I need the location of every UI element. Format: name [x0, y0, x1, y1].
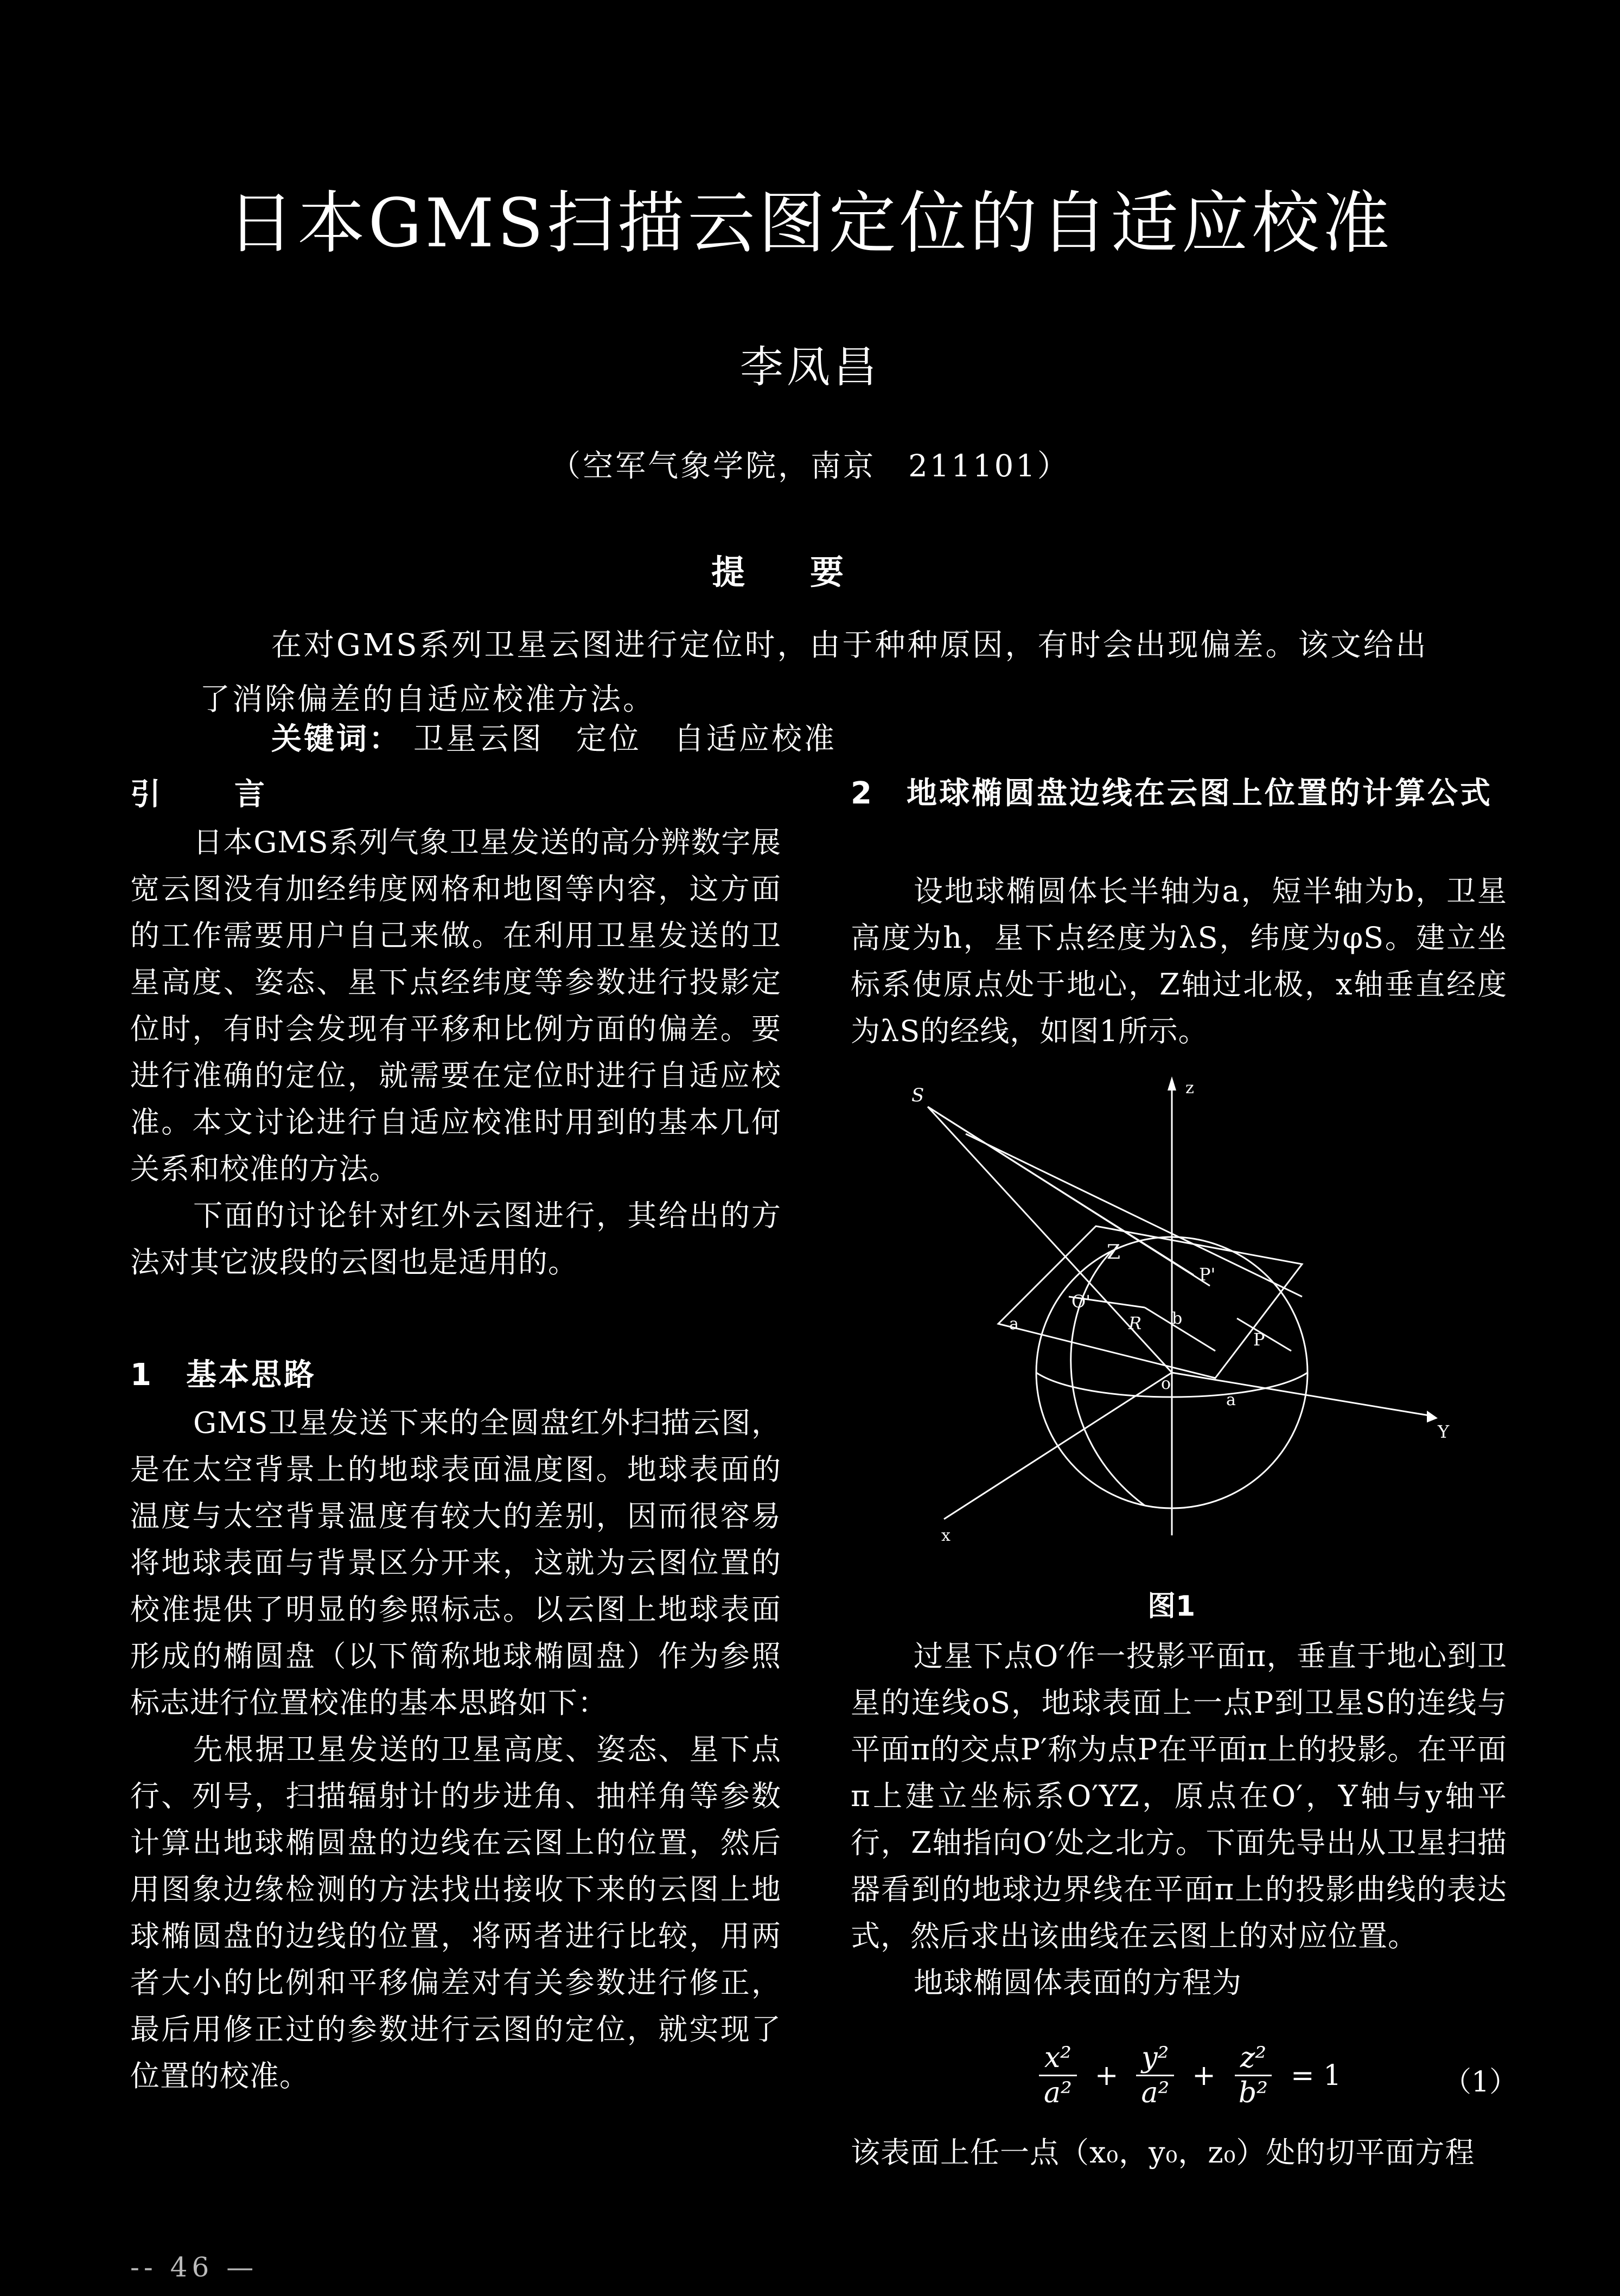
section-2-heading: 2 地球椭圆盘边线在云图上位置的计算公式 [851, 776, 1493, 811]
section-2-tail [851, 2129, 1507, 2176]
page-number: -- 46 — [130, 2252, 258, 2283]
label-x: x [941, 1526, 951, 1545]
equation-number: （1） [1443, 2066, 1518, 2099]
abstract-text: 在对GMS系列卫星云图进行定位时，由于种种原因，有时会出现偏差。该文给出了消除偏差的自适应校准方法。 [200, 628, 1428, 717]
figure-1-diagram [890, 1069, 1497, 1546]
label-Z: Z [1107, 1241, 1121, 1264]
section-1-paragraph-2: 先根据卫星发送的卫星高度、姿态、星下点行、列号，扫描辐射计的步进角、抽样角等参数计算出地球椭圆盘的边线在云图上的位置，然后用图象边缘检测的方法找出接收下来的云图上地球椭圆盘的边线的位置，将两者进行比较，用两者大小的比例和平移偏差对有关参数进行修正，最后用修正过的参数进行云图的定位，就实现了位置的校准。 [130, 1732, 781, 2093]
section-2-paragraph-2: 过星下点O′作一投影平面π，垂直于地心到卫星的连线oS，地球表面上一点P到卫星S的连线与平面π的交点P′称为点P在平面π上的投影。在平面π上建立坐标系O′YZ，原点在O′，Y轴与y轴平行，Z轴指向O′处之北方。下面先导出从卫星扫描器看到的地球边界线在平面π上的投影曲线的表达式，然后求出该曲线在云图上的对应位置。 [851, 1639, 1507, 1953]
section-1-text [130, 1400, 781, 2100]
label-z: z [1185, 1079, 1194, 1098]
term-y: $\frac{\text{y²}}{\text{a²}}$ [1136, 2041, 1175, 2110]
intro-paragraph-2: 下面的讨论针对红外云图进行，其给出的方法对其它波段的云图也是适用的。 [130, 1198, 781, 1279]
intro-paragraph-1: 日本GMS系列气象卫星发送的高分辨数字展宽云图没有加经纬度网格和地图等内容，这方面的工作需要用户自己来做。在利用卫星发送的卫星高度、姿态、星下点经纬度等参数进行投影定位时，有时会发现有平移和比例方面的偏差。要进行准确的定位，就需要在定位时进行自适应校准。本文讨论进行自适应校准时用到的基本几何关系和校准的方法。 [130, 825, 781, 1186]
term-x: $\frac{\text{x²}}{\text{a²}}$ [1038, 2041, 1077, 2110]
keywords-list: 卫星云图 定位 自适应校准 [413, 722, 837, 757]
section-2-paragraph-1: 设地球椭圆体长半轴为a，短半轴为b，卫星高度为h，星下点经度为λS，纬度为φS。建立坐标系使原点处于地心，Z轴过北极，x轴垂直经度为λS的经线，如图1所示。 [851, 874, 1507, 1048]
intro-text [130, 819, 781, 1286]
keywords-label: 关键词： [271, 722, 401, 757]
section-1-paragraph-1: GMS卫星发送下来的全圆盘红外扫描云图，是在太空背景上的地球表面温度图。地球表面的温度与太空背景温度有较大的差别，因而很容易将地球表面与背景区分开来，这就为云图位置的校准提供了明显的参照标志。以云图上地球表面形成的椭圆盘（以下简称地球椭圆盘）作为参照标志进行位置校准的基本思路如下： [130, 1406, 781, 1720]
label-R: R [1128, 1313, 1142, 1334]
label-Y: Y [1438, 1421, 1450, 1442]
section-1-heading: 1 基本思路 [130, 1357, 316, 1393]
label-a-axis: a [1226, 1391, 1236, 1410]
figure-1-caption: 图1 [1147, 1590, 1196, 1623]
section-2-body [851, 1633, 1507, 2006]
intro-heading: 引 言 [130, 777, 286, 812]
affiliation: （空军气象学院，南京 211101） [550, 449, 1070, 484]
label-O-prime: O' [1072, 1291, 1091, 1312]
abstract-heading: 提要 [711, 552, 909, 592]
paper-title: 日本GMS扫描云图定位的自适应校准 [227, 184, 1393, 263]
equation-1: $\frac{\text{x²}}{\text{a²}}$ + $\frac{\text{y²}}{\text{a²}}$ + $\frac{\text{z²}}{\text{b²}}$ = 1 [1031, 2041, 1351, 2110]
label-P: P [1253, 1329, 1265, 1350]
label-P-prime: P' [1199, 1264, 1216, 1285]
term-z: $\frac{\text{z²}}{\text{b²}}$ [1233, 2041, 1273, 2110]
section-2-paragraph-3: 地球椭圆体表面的方程为 [914, 1966, 1242, 2000]
section-2-paragraph-4: 该表面上任一点（x₀，y₀，z₀）处的切平面方程 [851, 2135, 1475, 2170]
section-2-intro [851, 868, 1507, 1055]
label-S: S [911, 1085, 924, 1106]
author-name: 李凤昌 [740, 342, 880, 392]
abstract-block [200, 618, 1437, 727]
label-a-plane: a [1009, 1315, 1019, 1334]
keywords-line [271, 715, 837, 758]
label-b: b [1172, 1309, 1183, 1328]
label-o: o [1161, 1374, 1171, 1393]
